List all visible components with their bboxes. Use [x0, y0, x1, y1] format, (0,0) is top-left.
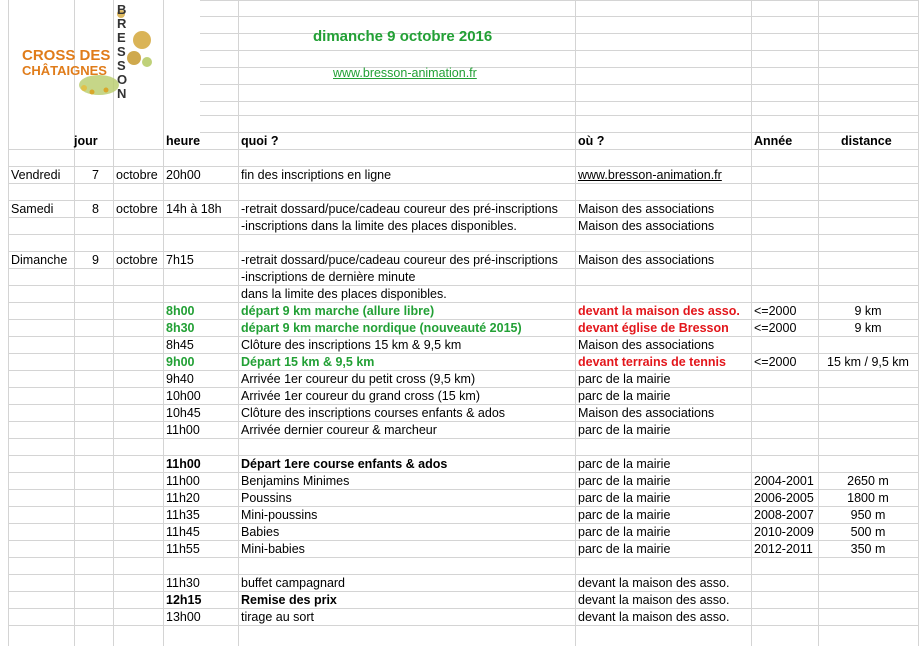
cell-year[interactable]: 2010-2009: [754, 525, 814, 539]
row-gridline: [8, 574, 919, 575]
cell-activity[interactable]: Poussins: [241, 491, 292, 505]
cell-time[interactable]: 11h35: [166, 508, 200, 522]
col-header-jour: jour: [74, 134, 98, 148]
cell-day[interactable]: Samedi: [11, 202, 54, 216]
column-gridline: [575, 0, 576, 646]
cell-location[interactable]: devant la maison des asso.: [578, 593, 730, 607]
row-gridline: [200, 115, 919, 116]
cell-distance[interactable]: 500 m: [850, 525, 886, 539]
cell-distance[interactable]: 1800 m: [847, 491, 889, 505]
cell-time[interactable]: 10h45: [166, 406, 201, 420]
cell-year[interactable]: 2012-2011: [754, 542, 813, 556]
cell-activity[interactable]: -retrait dossard/puce/cadeau coureur des pré-inscriptions: [241, 253, 558, 267]
cell-location[interactable]: Maison des associations: [578, 202, 715, 216]
cell-location[interactable]: Maison des associations: [578, 253, 715, 267]
cell-time[interactable]: 11h00: [166, 457, 201, 471]
cell-time[interactable]: 11h45: [166, 525, 200, 539]
cell-activity[interactable]: fin des inscriptions en ligne: [241, 168, 392, 182]
cell-location[interactable]: parc de la mairie: [578, 491, 671, 505]
row-gridline: [200, 0, 919, 1]
cell-day-number[interactable]: 9: [92, 253, 99, 267]
cell-activity[interactable]: Clôture des inscriptions courses enfants & ados: [241, 406, 506, 420]
cell-activity[interactable]: -inscriptions de dernière minute: [241, 270, 416, 284]
cell-activity[interactable]: Départ 1ere course enfants & ados: [241, 457, 448, 471]
row-gridline: [8, 625, 919, 626]
logo-vertical-text: B R E S S O N: [117, 2, 128, 101]
cell-time[interactable]: 8h00: [166, 304, 195, 318]
row-gridline: [8, 591, 919, 592]
column-gridline: [8, 0, 9, 646]
cell-time[interactable]: 11h00: [166, 423, 200, 437]
cell-activity[interactable]: Départ 15 km & 9,5 km: [241, 355, 375, 369]
column-gridline: [238, 0, 239, 646]
cell-time[interactable]: 11h55: [166, 542, 200, 556]
cell-activity[interactable]: Mini-poussins: [241, 508, 318, 522]
cell-activity[interactable]: Clôture des inscriptions 15 km & 9,5 km: [241, 338, 462, 352]
cell-distance[interactable]: 9 km: [854, 304, 882, 318]
cell-location[interactable]: parc de la mairie: [578, 525, 671, 539]
cell-day-number[interactable]: 7: [92, 168, 99, 182]
row-gridline: [8, 455, 919, 456]
cell-location[interactable]: parc de la mairie: [578, 508, 671, 522]
cell-day[interactable]: Vendredi: [11, 168, 61, 182]
row-gridline: [200, 67, 919, 68]
cell-time[interactable]: 11h20: [166, 491, 200, 505]
cell-distance[interactable]: 9 km: [854, 321, 882, 335]
event-date-title: dimanche 9 octobre 2016: [313, 28, 493, 45]
cell-year[interactable]: <=2000: [754, 355, 797, 369]
cell-year[interactable]: 2006-2005: [754, 491, 814, 505]
cell-time[interactable]: 20h00: [166, 168, 201, 182]
col-header-quoi: quoi ?: [241, 134, 279, 148]
cell-year[interactable]: <=2000: [754, 304, 797, 318]
cell-activity[interactable]: buffet campagnard: [241, 576, 346, 590]
svg-text:CROSS DES: CROSS DES: [22, 47, 111, 64]
cell-time[interactable]: 10h00: [166, 389, 201, 403]
col-header-annee: Année: [754, 134, 793, 148]
cell-activity[interactable]: tirage au sort: [241, 610, 314, 624]
cell-location[interactable]: parc de la mairie: [578, 372, 671, 386]
cell-location[interactable]: devant la maison des asso.: [578, 576, 730, 590]
cell-distance[interactable]: 15 km / 9,5 km: [827, 355, 909, 369]
cell-year[interactable]: <=2000: [754, 321, 797, 335]
cell-activity[interactable]: -inscriptions dans la limite des places disponibles.: [241, 219, 517, 233]
cell-activity[interactable]: départ 9 km marche (allure libre): [241, 304, 435, 318]
cell-month[interactable]: octobre: [116, 168, 158, 182]
cell-activity[interactable]: Arrivée 1er coureur du grand cross (15 km): [241, 389, 480, 403]
cell-day[interactable]: Dimanche: [11, 253, 68, 267]
svg-text:CHÂTAIGNES: CHÂTAIGNES: [22, 63, 107, 78]
row-gridline: [200, 132, 919, 133]
row-gridline: [8, 608, 919, 609]
cell-location[interactable]: devant la maison des asso.: [578, 610, 730, 624]
cell-location[interactable]: parc de la mairie: [578, 457, 671, 471]
row-gridline: [200, 84, 919, 85]
cell-location[interactable]: devant terrains de tennis: [578, 355, 726, 369]
row-gridline: [200, 16, 919, 17]
cell-year[interactable]: 2008-2007: [754, 508, 814, 522]
cell-activity[interactable]: -retrait dossard/puce/cadeau coureur des pré-inscriptions: [241, 202, 558, 216]
cell-location[interactable]: parc de la mairie: [578, 474, 671, 488]
cell-activity[interactable]: Babies: [241, 525, 280, 539]
col-header-heure: heure: [166, 134, 201, 148]
cell-time[interactable]: 9h40: [166, 372, 194, 386]
cell-activity[interactable]: Remise des prix: [241, 593, 337, 607]
row-gridline: [8, 285, 919, 286]
cell-activity[interactable]: dans la limite des places disponibles.: [241, 287, 447, 301]
cell-time[interactable]: 11h00: [166, 474, 200, 488]
cell-activity[interactable]: départ 9 km marche nordique (nouveauté 2015): [241, 321, 522, 335]
cell-distance[interactable]: 350 m: [850, 542, 886, 556]
cell-time[interactable]: 13h00: [166, 610, 201, 624]
cell-location[interactable]: Maison des associations: [578, 219, 715, 233]
cell-time[interactable]: 7h15: [166, 253, 194, 267]
cell-location[interactable]: Maison des associations: [578, 338, 715, 352]
cell-distance[interactable]: 2650 m: [847, 474, 889, 488]
col-header-ou: où ?: [578, 134, 605, 148]
cell-month[interactable]: octobre: [116, 202, 158, 216]
cell-location[interactable]: www.bresson-animation.fr: [578, 168, 722, 182]
cell-location[interactable]: parc de la mairie: [578, 423, 671, 437]
cell-activity[interactable]: Benjamins Minimes: [241, 474, 350, 488]
cell-time[interactable]: 8h45: [166, 338, 194, 352]
cell-location[interactable]: devant église de Bresson: [578, 321, 729, 335]
cell-location[interactable]: devant la maison des asso.: [578, 304, 740, 318]
row-gridline: [200, 33, 919, 34]
cell-activity[interactable]: Arrivée 1er coureur du petit cross (9,5 km): [241, 372, 476, 386]
cell-activity[interactable]: Arrivée dernier coureur & marcheur: [241, 423, 437, 437]
row-gridline: [200, 101, 919, 102]
cell-month[interactable]: octobre: [116, 253, 158, 267]
row-gridline: [200, 50, 919, 51]
cell-activity[interactable]: Mini-babies: [241, 542, 305, 556]
cross-des-chataignes-logo: [14, 0, 164, 112]
row-gridline: [8, 438, 919, 439]
cell-location[interactable]: parc de la mairie: [578, 542, 671, 556]
column-gridline: [751, 0, 752, 646]
cell-time[interactable]: 8h30: [166, 321, 195, 335]
cell-location[interactable]: Maison des associations: [578, 406, 715, 420]
cell-time[interactable]: 9h00: [166, 355, 195, 369]
cell-day-number[interactable]: 8: [92, 202, 99, 216]
cell-year[interactable]: 2004-2001: [754, 474, 814, 488]
cell-time[interactable]: 12h15: [166, 593, 202, 607]
col-header-distance: distance: [841, 134, 892, 148]
cell-time[interactable]: 11h30: [166, 576, 200, 590]
cell-location[interactable]: parc de la mairie: [578, 389, 671, 403]
cell-distance[interactable]: 950 m: [850, 508, 886, 522]
website-link[interactable]: www.bresson-animation.fr: [333, 66, 477, 80]
cell-time[interactable]: 14h à 18h: [166, 202, 222, 216]
